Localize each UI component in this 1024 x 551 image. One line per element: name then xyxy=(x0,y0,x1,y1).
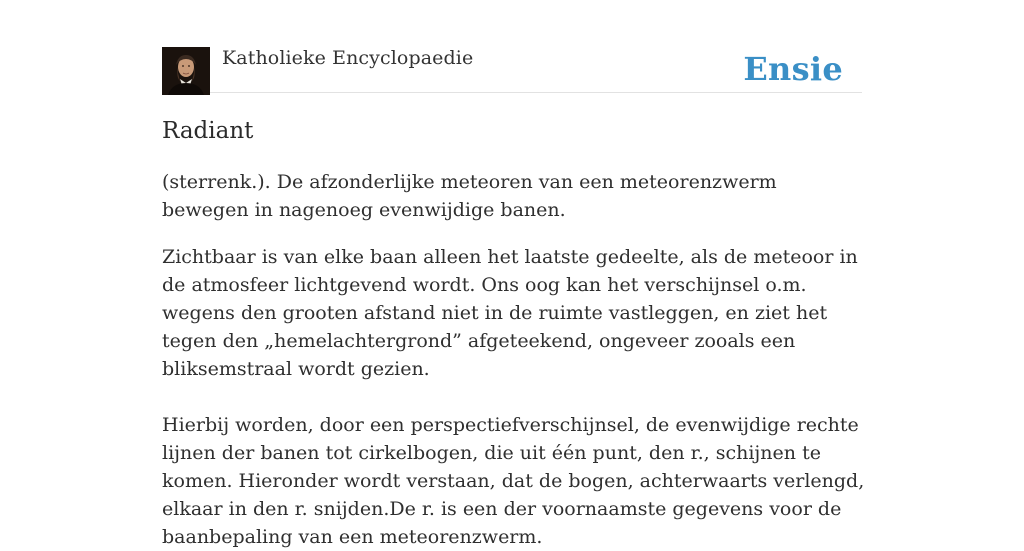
source-title[interactable]: Katholieke Encyclopaedie xyxy=(222,47,474,69)
article-paragraph: Hierbij worden, door een perspectiefverschijnsel, de evenwijdige rechte lijnen der banen tot cirkelbogen, die uit één punt, den r., schijnen te komen. Hieronder wordt verstaan, dat de bogen, achterwaarts verlengd, elkaar in den r. snijden.De r. is een der voornaamste gegevens voor de baanbepaling van een meteorenzwerm. xyxy=(162,414,865,548)
ensie-logo[interactable]: Ensie xyxy=(743,50,843,88)
article-paragraph: Zichtbaar is van elke baan alleen het laatste gedeelte, als de meteoor in de atmosfeer lichtgevend wordt. Ons oog kan het verschijnsel o.m. wegens den grooten afstand niet in de ruimte vastleggen, en ziet het tegen den „hemelachtergrond” afgeteekend, ongeveer zooals een bliksemstraal wordt gezien. xyxy=(162,246,858,380)
article-paragraph: (sterrenk.). De afzonderlijke meteoren van een meteorenzwerm bewegen in nagenoeg evenwijdige banen. xyxy=(162,171,777,221)
page xyxy=(162,0,865,548)
header xyxy=(162,0,862,93)
portrait-avatar-icon[interactable] xyxy=(162,47,210,95)
article-title: Radiant xyxy=(162,118,254,144)
